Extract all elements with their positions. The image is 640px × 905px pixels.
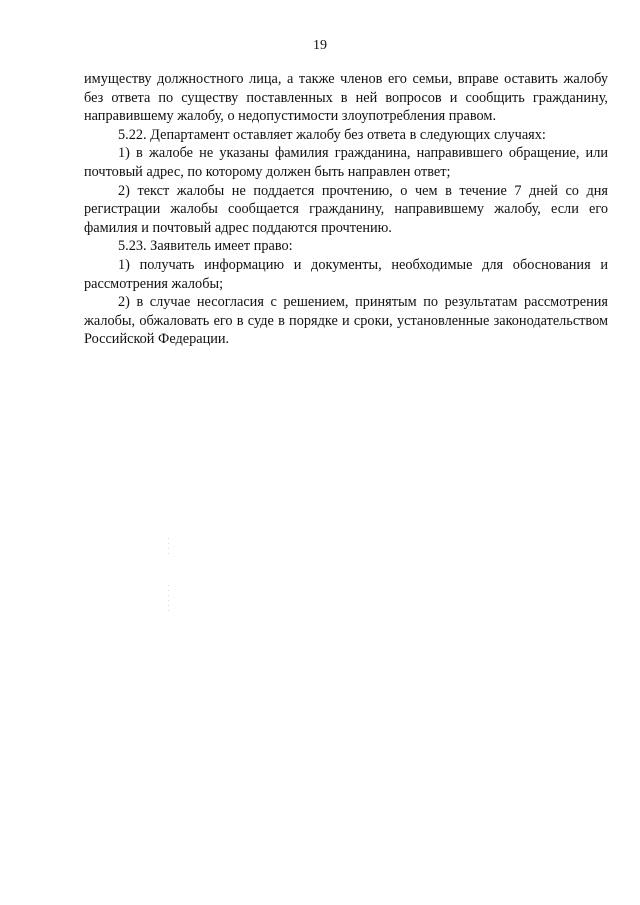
paragraph-continuation: имуществу должностного лица, а также членов его семьи, вправе оставить жалобу без ответа по существу поставленных в ней вопросов и сообщить гражданину, направившему жалобу, о недопустимости злоупотребления правом. xyxy=(84,71,608,125)
paragraph-5-22-item-1: 1) в жалобе не указаны фамилия гражданина, направившего обращение, или почтовый адрес, по которому должен быть направлен ответ; xyxy=(84,145,608,180)
document-body xyxy=(84,70,608,349)
page-number: 19 xyxy=(313,38,327,53)
paragraph-5-22-heading: 5.22. Департамент оставляет жалобу без ответа в следующих случаях: xyxy=(118,126,546,143)
paragraph-5-22-item-2: 2) текст жалобы не поддается прочтению, о чем в течение 7 дней со дня регистрации жалобы сообщается гражданину, направившему жалобу, если его фамилия и почтовый адрес поддаются прочтению. xyxy=(84,182,608,236)
scan-artifact xyxy=(168,585,169,611)
paragraph-5-23-item-2: 2) в случае несогласия с решением, принятым по результатам рассмотрения жалобы, обжаловать его в суде в порядке и сроки, установленные законодательством Российской Федерации. xyxy=(84,294,608,348)
scan-artifact xyxy=(168,538,169,554)
paragraph-5-23-item-1: 1) получать информацию и документы, необходимые для обоснования и рассмотрения жалобы; xyxy=(84,256,608,292)
paragraph-5-23-heading: 5.23. Заявитель имеет право: xyxy=(118,238,293,255)
